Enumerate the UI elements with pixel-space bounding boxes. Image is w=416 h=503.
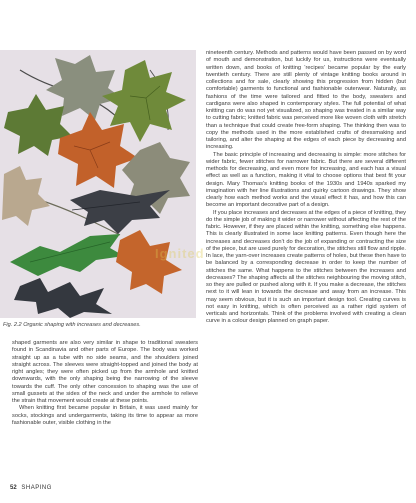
paragraph: shaped garments are also very similar in shape to traditional sweaters found in Scandinavia and other parts of Europe. The body was worked straight up as a tube with no side seams, and the shoulders joined straight across. The sleeves were straight-topped and joined the body at right angles; they were often picked up from the armhole and knitted downwards, with the only shaping being the narrowing of the sleeve towards the cuff. The only other concession to shaping was the use of small gussets at the sides of the neck and under the armhole to relieve the strain that movement would create at these points. [12, 340, 198, 404]
paragraph: When knitting first became popular in Britain, it was used mainly for socks, stockings and undergarments, taking its time to appear as more fashionable outer, visible clothing in the [12, 405, 198, 426]
paragraph: nineteenth century. Methods and patterns would have been passed on by word of mouth and demonstration, but luckily for us, instructions were eventually written down, and books of knitting ‘recipes’ became popular by the early twentieth century. There are still plenty of vintage knitting books around in collections and for sale, clearly showing this progression from hidden (but comfortable) garments to functional and fashionable outerwear. Naturally, as fashions of the time were tailored and fitted to the body, sweaters and cardigans were also shaped in contemporary styles. The full potential of what knitting can do was not yet visualized, so shaping was treated in a similar way to cutting fabric; knitted fabric was perceived more like woven cloth with stretch than a technique that could create free-form shaping. The thinking then was to copy the methods used in the more established crafts of dressmaking and tailoring, and alter the shaping at the edges of each piece by decreasing and increasing. [206, 50, 406, 151]
section-title: SHAPING [21, 485, 52, 491]
watermark: Ignited [155, 246, 205, 261]
right-text-column [206, 50, 406, 326]
paragraph: The basic principle of increasing and decreasing is simple: more stitches for wider fabric, fewer stitches for narrower fabric. But there are several different methods for decreasing, and even more for increasing, and each has a visual effect as well as a function, making it vital to choose options that best fit your design. Mary Thomas’s knitting books of the 1930s and 1940s sparked my imagination with her line illustrations and quirky cartoon drawings. They show clearly how each method works and the visual effect it has, and how this can become an important decorative part of a design. [206, 151, 406, 209]
left-text-column [12, 340, 198, 427]
paragraph: If you place increases and decreases at the edges of a piece of knitting, they do the simple job of making it wider or narrower without affecting the rest of the fabric. However, if they are placed within the knitting, something else happens. This is clearly illustrated in some lace knitting patterns. Even though here the increases and decreases don’t do the job of expanding or contracting the size of the piece, but are used purely for decoration, the stitches still flow and ripple. In lace, the yarn-over increases create patterns of holes, but these then have to be balanced by a corresponding decrease in order to keep the number of stitches the same. What happens to the stitches between the increases and decreases? The shaping affects all the stitches neighbouring the moving stitch, so they are pulled or pushed along with it. If you make a decrease, the stitches next to it will lean in towards the decrease and away from an increase. This may seem obvious, but it is such an important design tool. Creating curves is not easy in knitting, which is often perceived as a rather rigid system of verticals and horizontals. Think of the problems involved with creating a clean curve in a colour design planned on graph paper. [206, 209, 406, 325]
page-number: 52 [10, 485, 17, 491]
page-footer [10, 485, 52, 491]
knitted-leaf-icon [0, 50, 196, 318]
figure-caption: Fig. 2.2 Organic shaping with increases and decreases. [3, 322, 141, 328]
knitted-leaves-photo [0, 50, 196, 318]
